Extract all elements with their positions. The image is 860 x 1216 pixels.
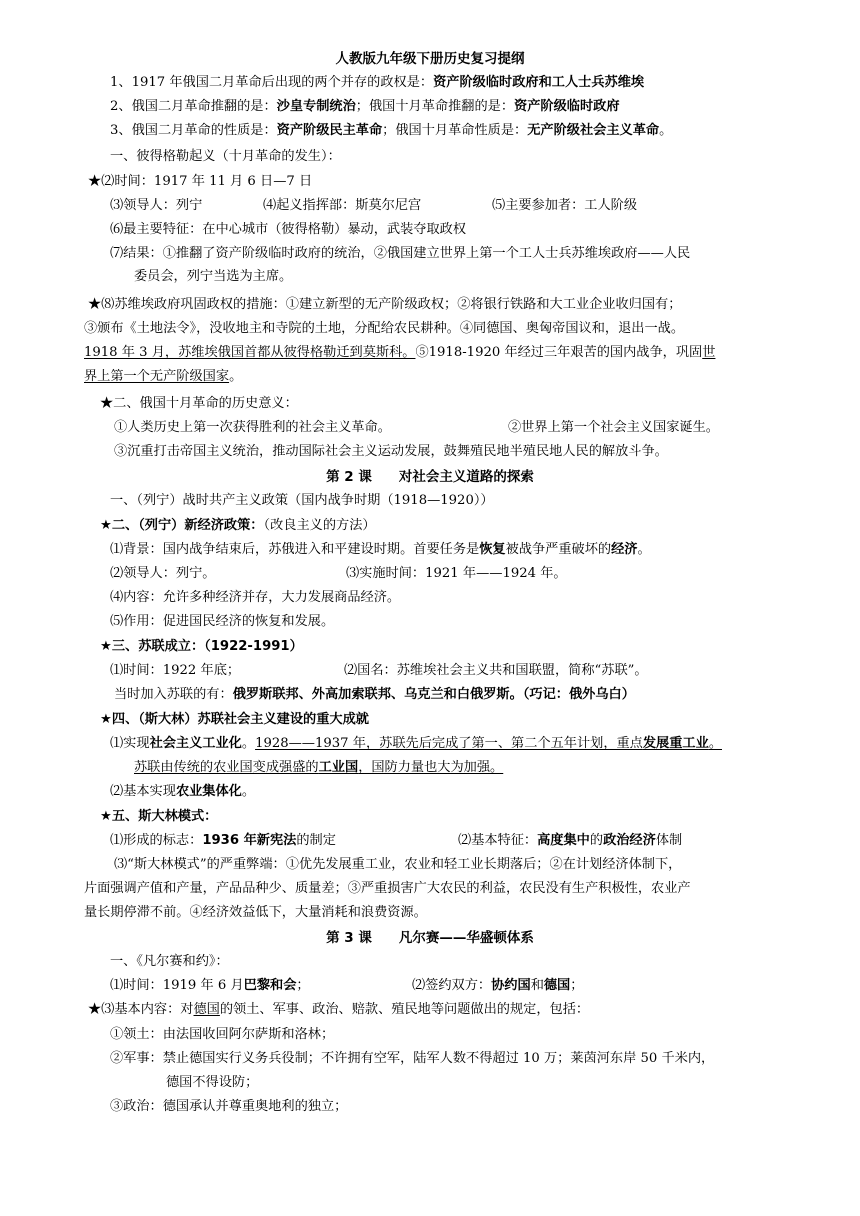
intro-line-1 xyxy=(110,74,644,92)
key-term: 发展重工业 xyxy=(642,736,709,751)
nep-period: ⑶实施时间：1921 年——1924 年。 xyxy=(346,566,567,581)
ussr-founding-heading: ★三、苏联成立：（1922-1991） xyxy=(100,639,303,654)
underlined-text: 德国 xyxy=(193,1002,220,1017)
underlined-text: ，国防力量也大为加强。 xyxy=(358,760,504,775)
underlined-text: 。 xyxy=(708,736,722,751)
model-flaws-1: ⑶“斯大林模式”的严重弊端：①优先发展重工业，农业和轻工业长期落后；②在计划经济体制下， xyxy=(114,857,682,872)
lesson-3-heading: 第 3 课 凡尔赛——华盛顿体系 xyxy=(326,930,534,946)
significance-3: ③沉重打击帝国主义统治，推动国际社会主义运动发展，鼓舞殖民地半殖民地人民的解放斗争。 xyxy=(114,444,668,459)
significance-2: ②世界上第一个社会主义国家诞生。 xyxy=(508,420,719,435)
intro-text: 2、俄国二月革命推翻的是： xyxy=(110,99,277,114)
intro-text: 。 xyxy=(659,123,673,138)
underlined-text: 世 xyxy=(702,345,716,360)
text: ⑴时间：1919 年 6 月 xyxy=(110,978,244,993)
key-term: 恢复 xyxy=(479,542,506,557)
model-flaws-2: 片面强调产值和产量，产品品种少、质量差；③严重损害广大农民的利益，农民没有生产积极性，农业产 xyxy=(84,881,691,896)
soviet-measures-2: ③颁布《土地法令》，没收地主和寺院的土地，分配给农民耕种。④同德国、奥匈帝国议和，退出一战。 xyxy=(84,321,685,336)
nep-heading-note: （改良主义的方法） xyxy=(263,518,376,533)
versailles-heading: 一、《凡尔赛和约》： xyxy=(110,954,229,969)
key-term: 巴黎和会 xyxy=(243,978,297,993)
uprising-participants: ⑸主要参加者：工人阶级 xyxy=(492,198,638,213)
nep-heading xyxy=(100,517,376,535)
text: 被战争严重破坏的 xyxy=(505,542,612,557)
text: 。 xyxy=(241,784,256,799)
intro-key: 无产阶级社会主义革命 xyxy=(527,123,660,138)
intro-key: 资产阶级民主革命 xyxy=(276,123,383,138)
text: 和 xyxy=(530,978,544,993)
intro-text: ；俄国十月革命推翻的是： xyxy=(355,99,515,114)
page-title: 人教版九年级下册历史复习提纲 xyxy=(335,51,525,67)
text: ★⑶基本内容：对 xyxy=(88,1002,194,1017)
nep-background xyxy=(110,541,651,559)
nep-effect: ⑸作用：促进国民经济的恢复和发展。 xyxy=(110,614,335,629)
model-feature xyxy=(458,832,682,850)
text: 当时加入苏联的有： xyxy=(114,687,233,702)
text: ⑵基本特征： xyxy=(458,833,538,848)
uprising-result-2: 委员会，列宁当选为主席。 xyxy=(134,269,293,284)
key-term: 农业集体化 xyxy=(175,784,242,799)
period-text: 。 xyxy=(229,369,243,384)
key-term: 政治经济 xyxy=(603,833,656,848)
ussr-members xyxy=(114,686,635,704)
underlined-text: 1928——1937 年，苏联先后完成了第一、第二个五年计划，重点 xyxy=(255,736,643,751)
soviet-measures-1: ★⑻苏维埃政府巩固政权的措施：①建立新型的无产阶级政权；②将银行铁路和大工业企业收归国有； xyxy=(88,297,682,312)
versailles-territory: ①领土：由法国收回阿尔萨斯和洛林； xyxy=(110,1027,335,1042)
text: 的制定 xyxy=(296,833,336,848)
intro-line-2 xyxy=(110,98,620,116)
intro-text: 1、1917 年俄国二月革命后出现的两个并存的政权是： xyxy=(110,75,434,90)
intro-key: 资产阶级临时政府 xyxy=(514,99,620,114)
nep-heading-bold: ★二、（列宁）新经济政策： xyxy=(100,518,264,533)
section-heading-significance: ★二、俄国十月革命的历史意义： xyxy=(100,396,298,411)
ussr-name: ⑵国名：苏维埃社会主义共和国联盟，简称“苏联”。 xyxy=(344,663,648,678)
intro-key: 资产阶级临时政府和工人士兵苏维埃 xyxy=(433,75,645,90)
key-term: 协约国 xyxy=(491,978,531,993)
war-communism-heading: 一、（列宁）战时共产主义政策（国内战争时期（1918—1920）） xyxy=(110,493,494,508)
section-heading-petrograd: 一、彼得格勒起义（十月革命的发生）： xyxy=(110,149,341,164)
uprising-result-1: ⑺结果：①推翻了资产阶级临时政府的统治，②俄国建立世界上第一个工人士兵苏维埃政府——人民 xyxy=(110,246,691,261)
intro-text: 3、俄国二月革命的性质是： xyxy=(110,123,277,138)
stalin-achievements-heading: ★四、（斯大林）苏联社会主义建设的重大成就 xyxy=(100,712,369,727)
versailles-political: ③政治：德国承认并尊重奥地利的独立； xyxy=(110,1099,348,1114)
achievement-2 xyxy=(110,783,255,801)
key-term: 高度集中 xyxy=(537,833,590,848)
capital-move-text: 1918 年 3 月，苏维埃俄国首都从彼得格勒迁到莫斯科。 xyxy=(84,345,416,360)
text: ⑴实现 xyxy=(110,736,150,751)
model-mark xyxy=(110,832,336,850)
model-flaws-3: 量长期停滞不前。④经济效益低下，大量消耗和浪费资源。 xyxy=(84,905,427,920)
text: 的 xyxy=(589,833,604,848)
versailles-military-2: 德国不得设防； xyxy=(166,1075,259,1090)
key-term: 德国 xyxy=(543,978,571,993)
intro-key: 沙皇专制统治 xyxy=(276,99,356,114)
intro-line-3 xyxy=(110,122,672,140)
text: ； xyxy=(296,978,310,993)
underlined-text: 界上第一个无产阶级国家 xyxy=(84,369,230,384)
key-term: 1936 年新宪法 xyxy=(202,833,297,848)
versailles-content xyxy=(88,1001,589,1019)
text: ⑴背景：国内战争结束后，苏俄进入和平建设时期。首要任务是 xyxy=(110,542,480,557)
key-term: 俄罗斯联邦、外高加索联邦、乌克兰和白俄罗斯。（巧记：俄外乌白） xyxy=(232,687,635,702)
ussr-founding-time: ⑴时间：1922 年底； xyxy=(110,663,241,678)
key-term: 工业国 xyxy=(318,760,359,775)
text: ⑵签约双方： xyxy=(412,978,492,993)
soviet-measures-4 xyxy=(84,368,242,386)
achievement-1b xyxy=(134,759,503,777)
nep-leader: ⑵领导人：列宁。 xyxy=(110,566,216,581)
key-term: 社会主义工业化 xyxy=(149,736,242,751)
stalin-model-heading: ★五、斯大林模式： xyxy=(100,809,218,824)
intro-text: ；俄国十月革命性质是： xyxy=(382,123,528,138)
text: ⑵基本实现 xyxy=(110,784,176,799)
text: 的领土、军事、政治、赔款、殖民地等问题做出的规定，包括： xyxy=(219,1002,590,1017)
text: ； xyxy=(570,978,584,993)
text: 。 xyxy=(637,542,651,557)
underlined-text: 苏联由传统的农业国变成强盛的 xyxy=(134,760,319,775)
text: 。 xyxy=(241,736,256,751)
uprising-time: ★⑵时间：1917 年 11 月 6 日—7 日 xyxy=(88,174,313,189)
text: ⑴形成的标志： xyxy=(110,833,203,848)
versailles-parties xyxy=(412,977,583,995)
lesson-2-heading: 第 2 课 对社会主义道路的探索 xyxy=(326,469,534,485)
versailles-time xyxy=(110,977,310,995)
civil-war-text: ⑤1918-1920 年经过三年艰苦的国内战争，巩固 xyxy=(415,345,703,360)
uprising-feature: ⑹最主要特征：在中心城市（彼得格勒）暴动，武装夺取政权 xyxy=(110,222,467,237)
uprising-leader: ⑶领导人：列宁 xyxy=(110,198,203,213)
versailles-military-1: ②军事：禁止德国实行义务兵役制；不许拥有空军，陆军人数不得超过 10 万；莱茵河东岸 50 千米内， xyxy=(110,1051,715,1066)
nep-content: ⑷内容：允许多种经济并存，大力发展商品经济。 xyxy=(110,590,401,605)
achievement-1 xyxy=(110,735,722,753)
key-term: 经济 xyxy=(611,542,638,557)
uprising-hq: ⑷起义指挥部：斯莫尔尼宫 xyxy=(263,198,422,213)
soviet-measures-3 xyxy=(84,344,715,362)
significance-1: ①人类历史上第一次获得胜利的社会主义革命。 xyxy=(114,420,391,435)
text: 体制 xyxy=(655,833,683,848)
